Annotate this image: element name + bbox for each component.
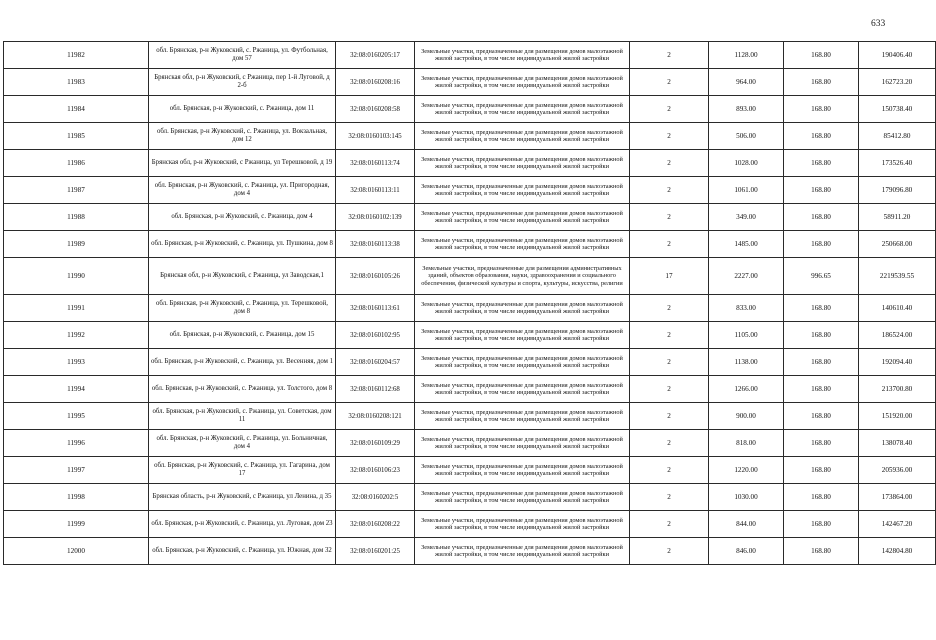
table-row xyxy=(4,123,936,150)
land-use-cell: Земельные участки, предназначенные для размещения домов малоэтажной жилой застройки, в том числе индивидуальной жилой застройки xyxy=(415,69,630,96)
table-row xyxy=(4,69,936,96)
page-number: 633 xyxy=(871,19,886,29)
address-cell: обл. Брянская, р-н Жуковский, с. Ржаница, ул. Луговая, дом 23 xyxy=(149,511,336,538)
row-number-cell: 11986 xyxy=(4,150,149,177)
use-group-cell: 2 xyxy=(630,96,709,123)
land-use-cell: Земельные участки, предназначенные для размещения домов малоэтажной жилой застройки, в том числе индивидуальной жилой застройки xyxy=(415,430,630,457)
land-use-cell: Земельные участки, предназначенные для размещения домов малоэтажной жилой застройки, в том числе индивидуальной жилой застройки xyxy=(415,42,630,69)
land-use-cell: Земельные участки, предназначенные для размещения домов малоэтажной жилой застройки, в том числе индивидуальной жилой застройки xyxy=(415,403,630,430)
row-number-cell: 11987 xyxy=(4,177,149,204)
area-cell: 1061.00 xyxy=(709,177,784,204)
cadastral-value-cell: 213700.80 xyxy=(859,376,936,403)
table-row xyxy=(4,42,936,69)
land-use-cell: Земельные участки, предназначенные для размещения домов малоэтажной жилой застройки, в том числе индивидуальной жилой застройки xyxy=(415,96,630,123)
use-group-cell: 2 xyxy=(630,538,709,565)
specific-value-cell: 168.80 xyxy=(784,376,859,403)
cadastral-value-cell: 186524.00 xyxy=(859,322,936,349)
cadastral-value-cell: 179096.80 xyxy=(859,177,936,204)
specific-value-cell: 168.80 xyxy=(784,177,859,204)
land-use-cell: Земельные участки, предназначенные для размещения домов малоэтажной жилой застройки, в том числе индивидуальной жилой застройки xyxy=(415,322,630,349)
specific-value-cell: 168.80 xyxy=(784,484,859,511)
cadastral-number-cell: 32:08:0160106:23 xyxy=(336,457,415,484)
land-use-cell: Земельные участки, предназначенные для размещения домов малоэтажной жилой застройки, в том числе индивидуальной жилой застройки xyxy=(415,204,630,231)
cadastral-registry-table xyxy=(3,41,936,565)
address-cell: обл. Брянская, р-н Жуковский, с. Ржаница, ул. Южная, дом 32 xyxy=(149,538,336,565)
cadastral-number-cell: 32:08:0160102:139 xyxy=(336,204,415,231)
address-cell: обл. Брянская, р-н Жуковский, с. Ржаница, дом 4 xyxy=(149,204,336,231)
cadastral-number-cell: 32:08:0160201:25 xyxy=(336,538,415,565)
cadastral-value-cell: 140610.40 xyxy=(859,295,936,322)
table-row xyxy=(4,457,936,484)
row-number-cell: 11985 xyxy=(4,123,149,150)
use-group-cell: 2 xyxy=(630,349,709,376)
address-cell: Брянская обл, р-н Жуковский, с Ржаница, ул Заводская,1 xyxy=(149,258,336,295)
address-cell: обл. Брянская, р-н Жуковский, с. Ржаница, ул. Вокзальная, дом 12 xyxy=(149,123,336,150)
cadastral-value-cell: 138078.40 xyxy=(859,430,936,457)
land-use-cell: Земельные участки, предназначенные для размещения домов малоэтажной жилой застройки, в том числе индивидуальной жилой застройки xyxy=(415,484,630,511)
specific-value-cell: 168.80 xyxy=(784,42,859,69)
specific-value-cell: 996.65 xyxy=(784,258,859,295)
use-group-cell: 2 xyxy=(630,295,709,322)
land-use-cell: Земельные участки, предназначенные для размещения домов малоэтажной жилой застройки, в том числе индивидуальной жилой застройки xyxy=(415,376,630,403)
cadastral-number-cell: 32:08:0160113:38 xyxy=(336,231,415,258)
cadastral-number-cell: 32:08:0160208:121 xyxy=(336,403,415,430)
specific-value-cell: 168.80 xyxy=(784,96,859,123)
specific-value-cell: 168.80 xyxy=(784,322,859,349)
table-row xyxy=(4,349,936,376)
cadastral-value-cell: 162723.20 xyxy=(859,69,936,96)
use-group-cell: 2 xyxy=(630,457,709,484)
row-number-cell: 11991 xyxy=(4,295,149,322)
specific-value-cell: 168.80 xyxy=(784,231,859,258)
row-number-cell: 11994 xyxy=(4,376,149,403)
area-cell: 818.00 xyxy=(709,430,784,457)
cadastral-value-cell: 150738.40 xyxy=(859,96,936,123)
use-group-cell: 2 xyxy=(630,204,709,231)
address-cell: обл. Брянская, р-н Жуковский, с. Ржаница, дом 15 xyxy=(149,322,336,349)
use-group-cell: 17 xyxy=(630,258,709,295)
land-use-cell: Земельные участки, предназначенные для размещения домов малоэтажной жилой застройки, в том числе индивидуальной жилой застройки xyxy=(415,349,630,376)
specific-value-cell: 168.80 xyxy=(784,295,859,322)
cadastral-number-cell: 32:08:0160102:95 xyxy=(336,322,415,349)
table-row xyxy=(4,295,936,322)
cadastral-value-cell: 2219539.55 xyxy=(859,258,936,295)
land-use-cell: Земельные участки, предназначенные для размещения административных зданий, объектов образования, науки, здравоохранения и социального обеспечения, физической культуры и спорта, культуры, искусства, религии xyxy=(415,258,630,295)
use-group-cell: 2 xyxy=(630,231,709,258)
address-cell: обл. Брянская, р-н Жуковский, с. Ржаница, ул. Гагарина, дом 17 xyxy=(149,457,336,484)
cadastral-number-cell: 32:08:0160208:16 xyxy=(336,69,415,96)
land-use-cell: Земельные участки, предназначенные для размещения домов малоэтажной жилой застройки, в том числе индивидуальной жилой застройки xyxy=(415,177,630,204)
cadastral-value-cell: 192094.40 xyxy=(859,349,936,376)
cadastral-number-cell: 32:08:0160109:29 xyxy=(336,430,415,457)
row-number-cell: 11996 xyxy=(4,430,149,457)
land-use-cell: Земельные участки, предназначенные для размещения домов малоэтажной жилой застройки, в том числе индивидуальной жилой застройки xyxy=(415,538,630,565)
use-group-cell: 2 xyxy=(630,322,709,349)
specific-value-cell: 168.80 xyxy=(784,457,859,484)
use-group-cell: 2 xyxy=(630,511,709,538)
address-cell: обл. Брянская, р-н Жуковский, с. Ржаница, ул. Весенняя, дом 1 xyxy=(149,349,336,376)
address-cell: обл. Брянская, р-н Жуковский, с. Ржаница, ул. Больничная, дом 4 xyxy=(149,430,336,457)
address-cell: обл. Брянская, р-н Жуковский, с. Ржаница, ул. Советская, дом 11 xyxy=(149,403,336,430)
table-row xyxy=(4,231,936,258)
row-number-cell: 11988 xyxy=(4,204,149,231)
area-cell: 893.00 xyxy=(709,96,784,123)
specific-value-cell: 168.80 xyxy=(784,69,859,96)
specific-value-cell: 168.80 xyxy=(784,150,859,177)
row-number-cell: 11990 xyxy=(4,258,149,295)
area-cell: 1485.00 xyxy=(709,231,784,258)
row-number-cell: 12000 xyxy=(4,538,149,565)
area-cell: 1128.00 xyxy=(709,42,784,69)
use-group-cell: 2 xyxy=(630,123,709,150)
table-row xyxy=(4,376,936,403)
cadastral-value-cell: 142467.20 xyxy=(859,511,936,538)
area-cell: 833.00 xyxy=(709,295,784,322)
table-row xyxy=(4,484,936,511)
use-group-cell: 2 xyxy=(630,69,709,96)
table-row xyxy=(4,430,936,457)
table-row xyxy=(4,258,936,295)
cadastral-number-cell: 32:08:0160105:26 xyxy=(336,258,415,295)
table-row xyxy=(4,538,936,565)
table-row xyxy=(4,150,936,177)
address-cell: обл. Брянская, р-н Жуковский, с. Ржаница, ул. Терешковой, дом 8 xyxy=(149,295,336,322)
area-cell: 2227.00 xyxy=(709,258,784,295)
area-cell: 1028.00 xyxy=(709,150,784,177)
cadastral-number-cell: 32:08:0160204:57 xyxy=(336,349,415,376)
cadastral-value-cell: 173864.00 xyxy=(859,484,936,511)
specific-value-cell: 168.80 xyxy=(784,403,859,430)
land-use-cell: Земельные участки, предназначенные для размещения домов малоэтажной жилой застройки, в том числе индивидуальной жилой застройки xyxy=(415,457,630,484)
specific-value-cell: 168.80 xyxy=(784,204,859,231)
use-group-cell: 2 xyxy=(630,376,709,403)
land-use-cell: Земельные участки, предназначенные для размещения домов малоэтажной жилой застройки, в том числе индивидуальной жилой застройки xyxy=(415,231,630,258)
land-use-cell: Земельные участки, предназначенные для размещения домов малоэтажной жилой застройки, в том числе индивидуальной жилой застройки xyxy=(415,295,630,322)
table-row xyxy=(4,177,936,204)
row-number-cell: 11995 xyxy=(4,403,149,430)
table-row xyxy=(4,511,936,538)
area-cell: 964.00 xyxy=(709,69,784,96)
cadastral-number-cell: 32:08:0160205:17 xyxy=(336,42,415,69)
area-cell: 846.00 xyxy=(709,538,784,565)
table-row xyxy=(4,204,936,231)
specific-value-cell: 168.80 xyxy=(784,511,859,538)
address-cell: обл. Брянская, р-н Жуковский, с. Ржаница, дом 11 xyxy=(149,96,336,123)
area-cell: 1138.00 xyxy=(709,349,784,376)
area-cell: 1030.00 xyxy=(709,484,784,511)
cadastral-number-cell: 32:08:0160208:58 xyxy=(336,96,415,123)
cadastral-value-cell: 151920.00 xyxy=(859,403,936,430)
table-row xyxy=(4,322,936,349)
table-row xyxy=(4,96,936,123)
cadastral-number-cell: 32:08:0160113:61 xyxy=(336,295,415,322)
cadastral-value-cell: 205936.00 xyxy=(859,457,936,484)
use-group-cell: 2 xyxy=(630,150,709,177)
row-number-cell: 11998 xyxy=(4,484,149,511)
use-group-cell: 2 xyxy=(630,430,709,457)
area-cell: 1105.00 xyxy=(709,322,784,349)
area-cell: 844.00 xyxy=(709,511,784,538)
address-cell: обл. Брянская, р-н Жуковский, с. Ржаница, ул. Футбольная, дом 57 xyxy=(149,42,336,69)
address-cell: Брянская обл, р-н Жуковский, с Ржаница, пер 1-й Луговой, д 2-б xyxy=(149,69,336,96)
cadastral-value-cell: 250668.00 xyxy=(859,231,936,258)
cadastral-number-cell: 32:08:0160202:5 xyxy=(336,484,415,511)
cadastral-value-cell: 85412.80 xyxy=(859,123,936,150)
area-cell: 1220.00 xyxy=(709,457,784,484)
land-use-cell: Земельные участки, предназначенные для размещения домов малоэтажной жилой застройки, в том числе индивидуальной жилой застройки xyxy=(415,511,630,538)
specific-value-cell: 168.80 xyxy=(784,538,859,565)
cadastral-number-cell: 32:08:0160113:11 xyxy=(336,177,415,204)
cadastral-number-cell: 32:08:0160112:68 xyxy=(336,376,415,403)
cadastral-number-cell: 32:08:0160103:145 xyxy=(336,123,415,150)
land-use-cell: Земельные участки, предназначенные для размещения домов малоэтажной жилой застройки, в том числе индивидуальной жилой застройки xyxy=(415,123,630,150)
cadastral-number-cell: 32:08:0160208:22 xyxy=(336,511,415,538)
address-cell: обл. Брянская, р-н Жуковский, с. Ржаница, ул. Толстого, дом 8 xyxy=(149,376,336,403)
address-cell: обл. Брянская, р-н Жуковский, с. Ржаница, ул. Пушкина, дом 8 xyxy=(149,231,336,258)
row-number-cell: 11997 xyxy=(4,457,149,484)
use-group-cell: 2 xyxy=(630,42,709,69)
row-number-cell: 11983 xyxy=(4,69,149,96)
use-group-cell: 2 xyxy=(630,403,709,430)
row-number-cell: 11993 xyxy=(4,349,149,376)
registry-table-body xyxy=(4,42,936,565)
address-cell: Брянская область, р-н Жуковский, с Ржаница, ул Ленина, д 35 xyxy=(149,484,336,511)
land-use-cell: Земельные участки, предназначенные для размещения домов малоэтажной жилой застройки, в том числе индивидуальной жилой застройки xyxy=(415,150,630,177)
row-number-cell: 11999 xyxy=(4,511,149,538)
area-cell: 1266.00 xyxy=(709,376,784,403)
row-number-cell: 11989 xyxy=(4,231,149,258)
row-number-cell: 11992 xyxy=(4,322,149,349)
address-cell: обл. Брянская, р-н Жуковский, с. Ржаница, ул. Пригородная, дом 4 xyxy=(149,177,336,204)
specific-value-cell: 168.80 xyxy=(784,430,859,457)
cadastral-value-cell: 58911.20 xyxy=(859,204,936,231)
cadastral-value-cell: 142804.80 xyxy=(859,538,936,565)
address-cell: Брянская обл, р-н Жуковский, с Ржаница, ул Терешковой, д 19 xyxy=(149,150,336,177)
cadastral-number-cell: 32:08:0160113:74 xyxy=(336,150,415,177)
specific-value-cell: 168.80 xyxy=(784,123,859,150)
row-number-cell: 11982 xyxy=(4,42,149,69)
table-row xyxy=(4,403,936,430)
specific-value-cell: 168.80 xyxy=(784,349,859,376)
cadastral-value-cell: 190406.40 xyxy=(859,42,936,69)
area-cell: 900.00 xyxy=(709,403,784,430)
area-cell: 349.00 xyxy=(709,204,784,231)
area-cell: 506.00 xyxy=(709,123,784,150)
row-number-cell: 11984 xyxy=(4,96,149,123)
use-group-cell: 2 xyxy=(630,177,709,204)
cadastral-value-cell: 173526.40 xyxy=(859,150,936,177)
use-group-cell: 2 xyxy=(630,484,709,511)
